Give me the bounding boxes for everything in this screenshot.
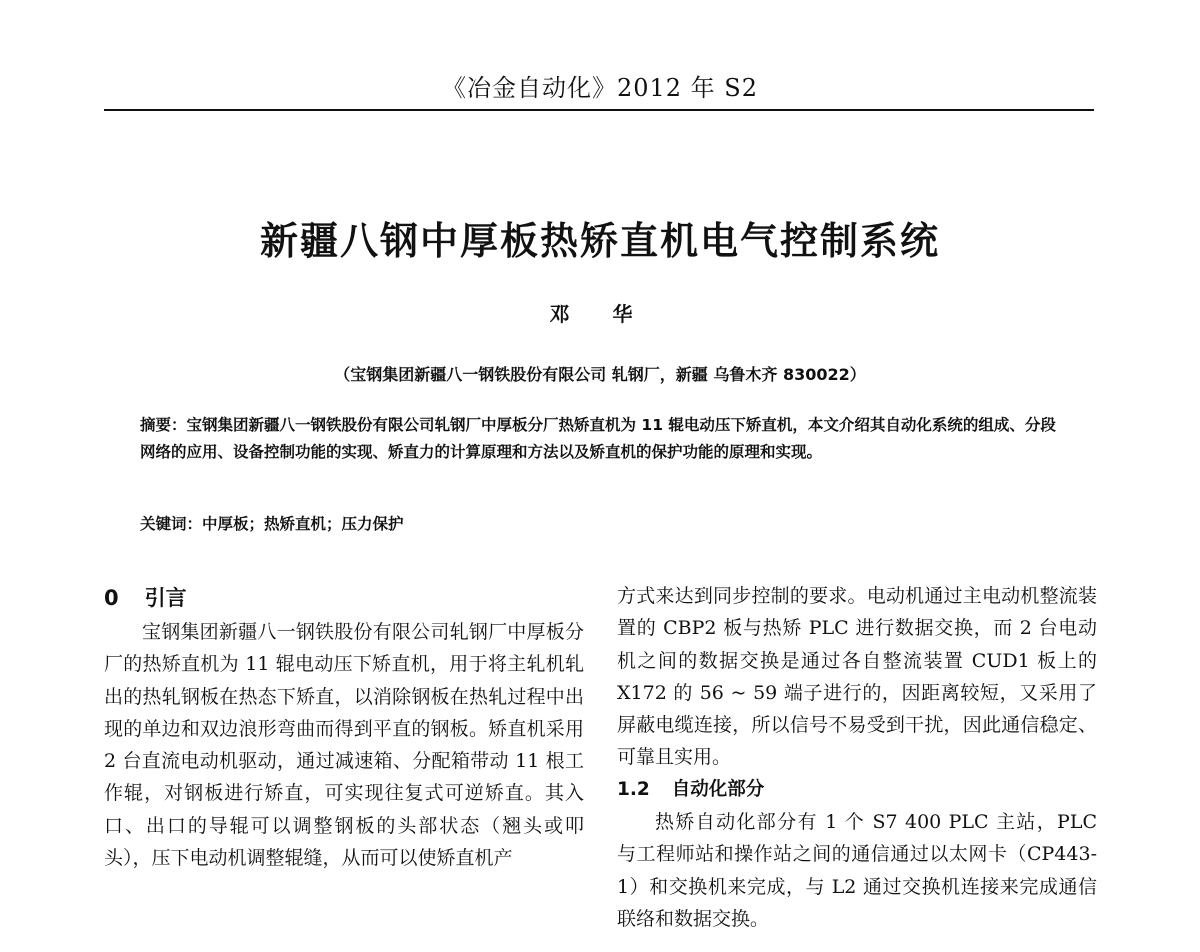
header-rule xyxy=(104,109,1094,111)
intro-paragraph: 宝钢集团新疆八一钢铁股份有限公司轧钢厂中厚板分厂的热矫直机为 11 辊电动压下矫直机，用于将主轧机轧出的热轧钢板在热态下矫直，以消除钢板在热轧过程中出现的单边和双边浪形弯曲而得到平直的钢板。矫直机采用 2 台直流电动机驱动，通过减速箱、分配箱带动 11 根工作辊，对钢板进行矫直，可实现往复式可逆矫直。其入口、出口的导辊可以调整钢板的头部状态（翘头或叩头），压下电动机调整辊缝，从而可以使矫直机产 xyxy=(104,621,584,870)
section-number: 0 xyxy=(104,586,119,610)
right-column xyxy=(617,580,1097,935)
journal-header: 《冶金自动化》2012 年 S2 xyxy=(441,74,759,102)
keywords-text: 中厚板；热矫直机；压力保护 xyxy=(202,515,404,533)
author-affiliation: （宝钢集团新疆八一钢铁股份有限公司 轧钢厂，新疆 乌鲁木齐 830022） xyxy=(334,365,866,384)
subsection-number: 1.2 xyxy=(617,778,650,800)
continued-paragraph: 方式来达到同步控制的要求。电动机通过主电动机整流装置的 CBP2 板与热矫 PLC 进行数据交换，而 2 台电动机之间的数据交换是通过各自整流装置 CUD1 板上的 X172 的 56 ~ 59 端子进行的，因距离较短，又采用了屏蔽电缆连接，所以信号不易受到干扰，因此通信稳定、可靠且实用。 xyxy=(617,585,1097,769)
abstract-text: 宝钢集团新疆八一钢铁股份有限公司轧钢厂中厚板分厂热矫直机为 11 辊电动压下矫直机，本文介绍其自动化系统的组成、分段网络的应用、设备控制功能的实现、矫直力的计算原理和方法以及矫直机的保护功能的原理和实现。 xyxy=(140,416,1056,461)
automation-paragraph: 热矫自动化部分有 1 个 S7 400 PLC 主站，PLC 与工程师站和操作站之间的通信通过以太网卡（CP443-1）和交换机来完成，与 L2 通过交换机连接来完成通信联络和数据交换。 xyxy=(617,811,1097,930)
left-column xyxy=(104,580,584,874)
abstract xyxy=(140,412,1065,465)
keywords xyxy=(140,512,1065,534)
subsection-title: 自动化部分 xyxy=(671,778,765,800)
paper-title: 新疆八钢中厚板热矫直机电气控制系统 xyxy=(259,219,940,263)
author-name: 邓 华 xyxy=(549,302,651,326)
section-title: 引言 xyxy=(144,586,187,610)
section-heading xyxy=(104,580,584,616)
abstract-label: 摘要： xyxy=(140,416,187,434)
keywords-label: 关键词： xyxy=(140,515,203,533)
subsection-heading xyxy=(617,774,1097,806)
